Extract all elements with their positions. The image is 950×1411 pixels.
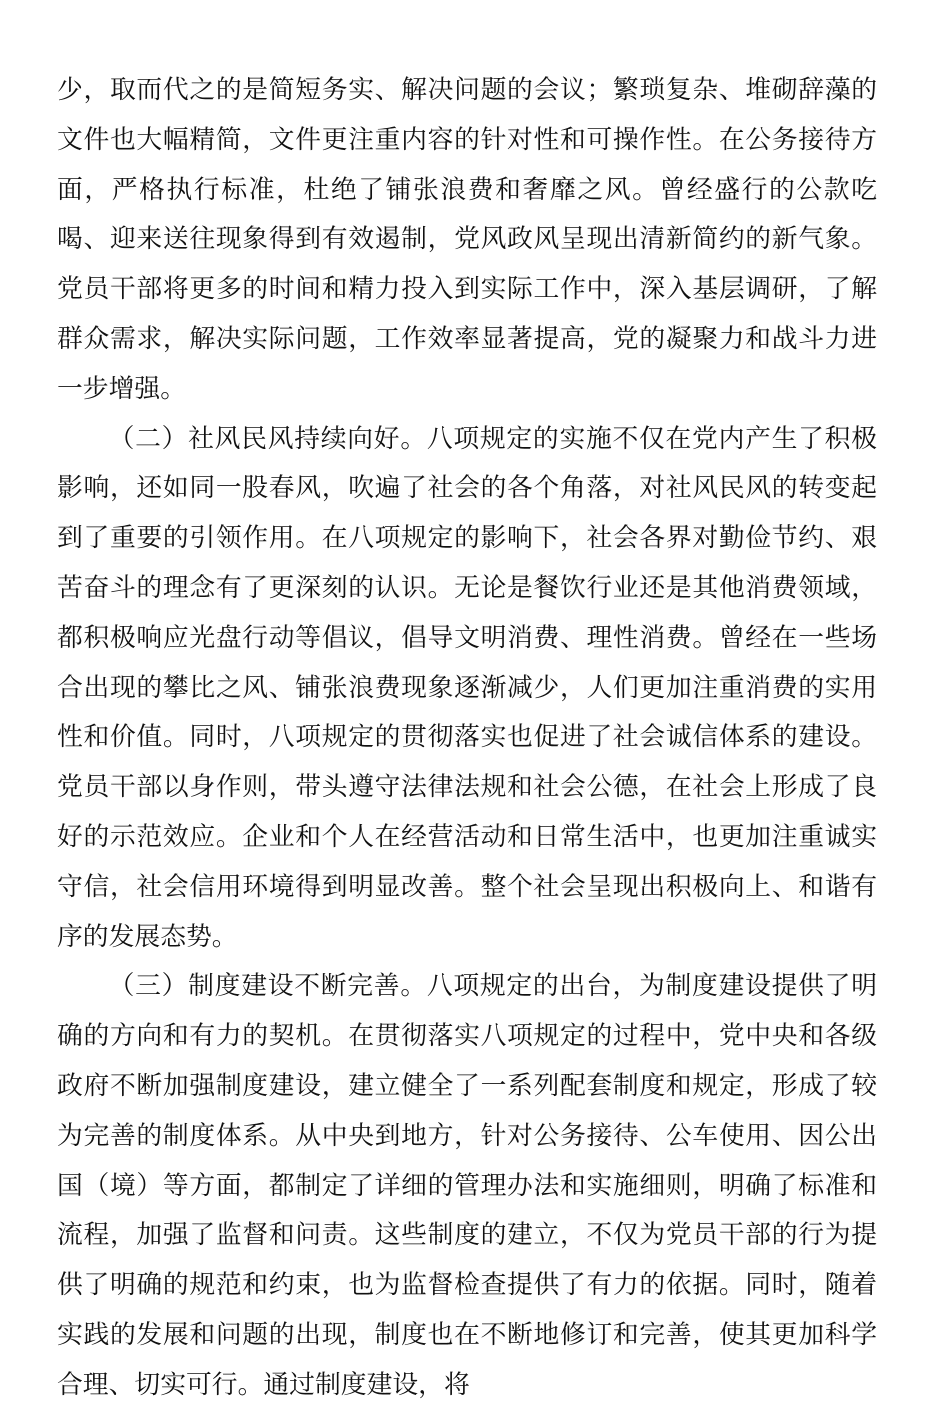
document-page xyxy=(57,66,877,1411)
paragraph-section-three: （三）制度建设不断完善。八项规定的出台，为制度建设提供了明确的方向和有力的契机。在贯彻落实八项规定的过程中，党中央和各级政府不断加强制度建设，建立健全了一系列配套制度和规定，形成了较为完善的制度体系。从中央到地方，针对公务接待、公车使用、因公出国（境）等方面，都制定了详细的管理办法和实施细则，明确了标准和流程，加强了监督和问责。这些制度的建立，不仅为党员干部的行为提供了明确的规范和约束，也为监督检查提供了有力的依据。同时，随着实践的发展和问题的出现，制度也在不断地修订和完善，使其更加科学合理、切实可行。通过制度建设，将 xyxy=(57,971,877,1400)
paragraph-section-two: （二）社风民风持续向好。八项规定的实施不仅在党内产生了积极影响，还如同一股春风，吹遍了社会的各个角落，对社风民风的转变起到了重要的引领作用。在八项规定的影响下，社会各界对勤俭节约、艰苦奋斗的理念有了更深刻的认识。无论是餐饮行业还是其他消费领域，都积极响应光盘行动等倡议，倡导文明消费、理性消费。曾经在一些场合出现的攀比之风、铺张浪费现象逐渐减少，人们更加注重消费的实用性和价值。同时，八项规定的贯彻落实也促进了社会诚信体系的建设。党员干部以身作则，带头遵守法律法规和社会公德，在社会上形成了良好的示范效应。企业和个人在经营活动和日常生活中，也更加注重诚实守信，社会信用环境得到明显改善。整个社会呈现出积极向上、和谐有序的发展态势。 xyxy=(57,423,877,952)
paragraph-continued: 少，取而代之的是简短务实、解决问题的会议；繁琐复杂、堆砌辞藻的文件也大幅精简，文件更注重内容的针对性和可操作性。在公务接待方面，严格执行标准，杜绝了铺张浪费和奢靡之风。曾经盛行的公款吃喝、迎来送往现象得到有效遏制，党风政风呈现出清新简约的新气象。党员干部将更多的时间和精力投入到实际工作中，深入基层调研，了解群众需求，解决实际问题，工作效率显著提高，党的凝聚力和战斗力进一步增强。 xyxy=(57,75,877,404)
